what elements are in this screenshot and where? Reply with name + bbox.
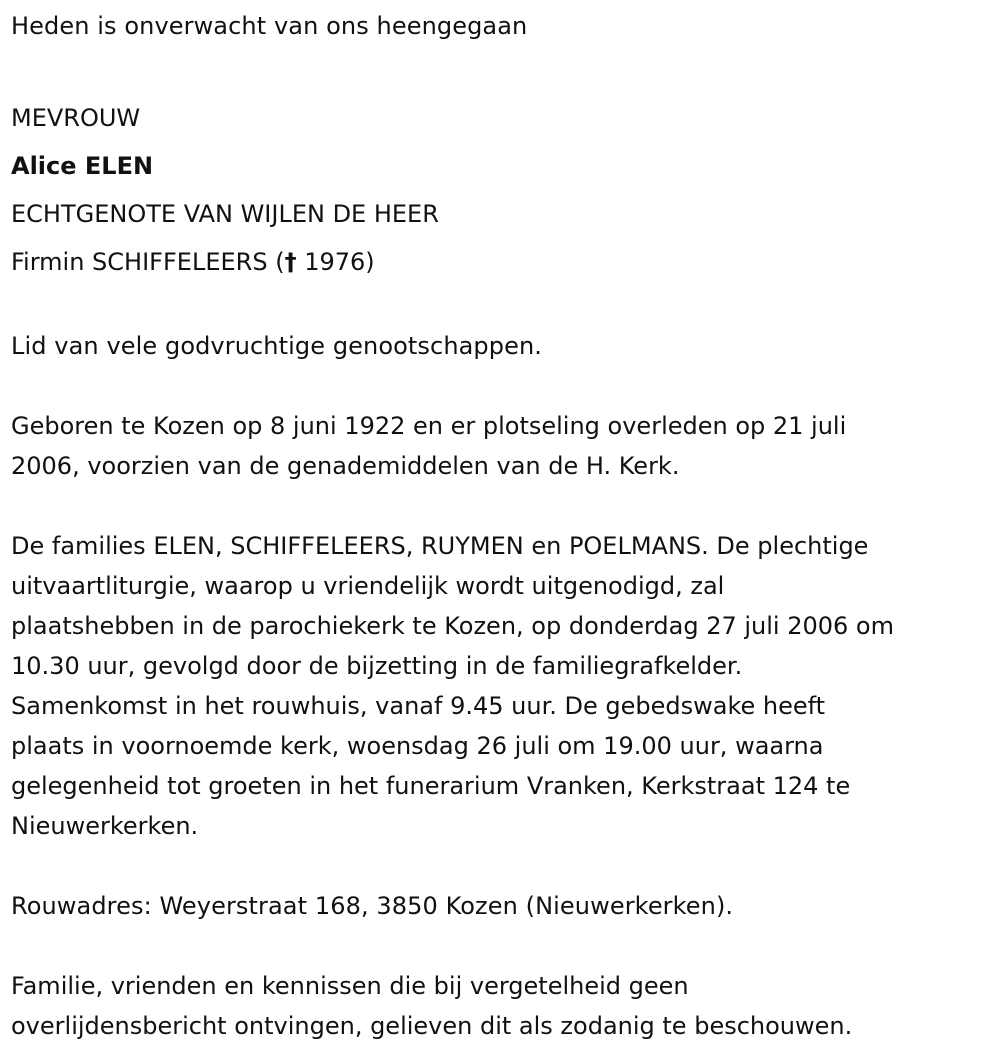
birth-death-paragraph <box>11 406 988 486</box>
closing-paragraph <box>11 966 988 1046</box>
paragraph-line: Geboren te Kozen op 8 juni 1922 en er plotseling overleden op 21 juli <box>11 412 847 440</box>
spacer <box>11 486 988 526</box>
paragraph-line: Nieuwerkerken. <box>11 812 199 840</box>
membership-line: Lid van vele godvruchtige genootschappen. <box>11 332 543 360</box>
intro-line: Heden is onverwacht van ons heengegaan <box>11 12 528 40</box>
cross-icon: † <box>284 248 297 276</box>
address-line: Rouwadres: Weyerstraat 168, 3850 Kozen (Nieuwerkerken). <box>11 892 734 920</box>
spouse-line <box>11 238 988 286</box>
spacer <box>11 366 988 406</box>
paragraph-line: 10.30 uur, gevolgd door de bijzetting in de familiegrafkelder. <box>11 652 743 680</box>
paragraph-line: gelegenheid tot groeten in het funerarium Vranken, Kerkstraat 124 te <box>11 772 851 800</box>
spacer <box>11 46 988 94</box>
paragraph-line: overlijdensbericht ontvingen, gelieven dit als zodanig te beschouwen. <box>11 1012 853 1040</box>
families-paragraph <box>11 526 988 846</box>
paragraph-line: Samenkomst in het rouwhuis, vanaf 9.45 uur. De gebedswake heeft <box>11 692 826 720</box>
spacer <box>11 286 988 326</box>
deceased-name: Alice ELEN <box>11 152 154 180</box>
spouse-name: Firmin SCHIFFELEERS ( <box>11 248 285 276</box>
spacer <box>11 846 988 886</box>
spacer <box>11 926 988 966</box>
title-mevrouw: MEVROUW <box>11 104 141 132</box>
paragraph-line: uitvaartliturgie, waarop u vriendelijk wordt uitgenodigd, zal <box>11 572 725 600</box>
paragraph-line: De families ELEN, SCHIFFELEERS, RUYMEN en POELMANS. De plechtige <box>11 532 869 560</box>
paragraph-line: plaats in voornoemde kerk, woensdag 26 juli om 19.00 uur, waarna <box>11 732 824 760</box>
spouse-death-year: 1976) <box>296 248 375 276</box>
paragraph-line: Familie, vrienden en kennissen die bij vergetelheid geen <box>11 972 689 1000</box>
spouse-label: ECHTGENOTE VAN WIJLEN DE HEER <box>11 200 439 228</box>
paragraph-line: plaatshebben in de parochiekerk te Kozen, op donderdag 27 juli 2006 om <box>11 612 894 640</box>
paragraph-line: 2006, voorzien van de genademiddelen van de H. Kerk. <box>11 452 680 480</box>
